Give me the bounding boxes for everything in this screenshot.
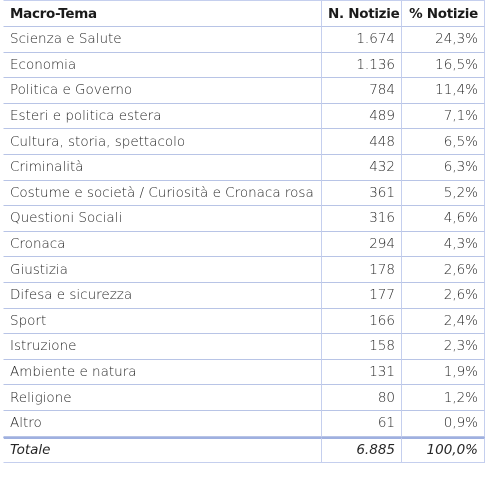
cell-pct-notizie: 6,3%	[401, 155, 485, 181]
cell-n-notizie: 432	[321, 155, 401, 181]
header-macro-tema: Macro-Tema	[3, 0, 321, 27]
table-row	[3, 385, 485, 411]
cell-n-notizie: 361	[321, 181, 401, 207]
header-n-notizie: N. Notizie	[321, 0, 401, 27]
header-pct-notizie: % Notizie	[401, 0, 485, 27]
cell-n-notizie: 1.136	[321, 53, 401, 79]
cell-n-notizie: 61	[321, 411, 401, 437]
total-row	[3, 437, 485, 463]
cell-pct-notizie: 2,4%	[401, 309, 485, 335]
table-row	[3, 334, 485, 360]
table-row	[3, 206, 485, 232]
cell-macro-tema: Istruzione	[3, 334, 321, 360]
cell-macro-tema: Costume e società / Curiosità e Cronaca rosa	[3, 181, 321, 207]
cell-pct-notizie: 4,6%	[401, 206, 485, 232]
table-row	[3, 257, 485, 283]
topics-table	[3, 0, 485, 463]
cell-macro-tema: Criminalità	[3, 155, 321, 181]
cell-macro-tema: Cultura, storia, spettacolo	[3, 129, 321, 155]
cell-pct-notizie: 5,2%	[401, 181, 485, 207]
table-row	[3, 78, 485, 104]
cell-n-notizie: 178	[321, 257, 401, 283]
cell-pct-notizie: 7,1%	[401, 104, 485, 130]
cell-pct-notizie: 2,3%	[401, 334, 485, 360]
table-row	[3, 53, 485, 79]
table-row	[3, 360, 485, 386]
total-pct-notizie: 100,0%	[401, 437, 485, 463]
cell-pct-notizie: 6,5%	[401, 129, 485, 155]
table-row	[3, 181, 485, 207]
table-row	[3, 283, 485, 309]
cell-n-notizie: 784	[321, 78, 401, 104]
cell-macro-tema: Questioni Sociali	[3, 206, 321, 232]
cell-n-notizie: 80	[321, 385, 401, 411]
cell-pct-notizie: 11,4%	[401, 78, 485, 104]
cell-macro-tema: Scienza e Salute	[3, 27, 321, 53]
table-row	[3, 129, 485, 155]
cell-n-notizie: 294	[321, 232, 401, 258]
cell-pct-notizie: 0,9%	[401, 411, 485, 437]
cell-n-notizie: 489	[321, 104, 401, 130]
total-label: Totale	[3, 437, 321, 463]
table-body	[3, 27, 485, 463]
cell-pct-notizie: 2,6%	[401, 257, 485, 283]
cell-pct-notizie: 1,9%	[401, 360, 485, 386]
cell-pct-notizie: 4,3%	[401, 232, 485, 258]
cell-n-notizie: 316	[321, 206, 401, 232]
cell-n-notizie: 448	[321, 129, 401, 155]
cell-n-notizie: 1.674	[321, 27, 401, 53]
table-row	[3, 27, 485, 53]
cell-n-notizie: 177	[321, 283, 401, 309]
table-row	[3, 232, 485, 258]
topics-table-container	[3, 0, 485, 463]
cell-pct-notizie: 2,6%	[401, 283, 485, 309]
table-row	[3, 155, 485, 181]
cell-pct-notizie: 24,3%	[401, 27, 485, 53]
total-n-notizie: 6.885	[321, 437, 401, 463]
cell-macro-tema: Ambiente e natura	[3, 360, 321, 386]
cell-macro-tema: Difesa e sicurezza	[3, 283, 321, 309]
cell-macro-tema: Politica e Governo	[3, 78, 321, 104]
table-row	[3, 104, 485, 130]
cell-n-notizie: 131	[321, 360, 401, 386]
cell-macro-tema: Esteri e politica estera	[3, 104, 321, 130]
cell-n-notizie: 158	[321, 334, 401, 360]
table-row	[3, 411, 485, 437]
cell-macro-tema: Cronaca	[3, 232, 321, 258]
cell-macro-tema: Religione	[3, 385, 321, 411]
cell-macro-tema: Altro	[3, 411, 321, 437]
cell-macro-tema: Giustizia	[3, 257, 321, 283]
cell-macro-tema: Economia	[3, 53, 321, 79]
cell-n-notizie: 166	[321, 309, 401, 335]
cell-pct-notizie: 1,2%	[401, 385, 485, 411]
cell-macro-tema: Sport	[3, 309, 321, 335]
header-row	[3, 0, 485, 27]
cell-pct-notizie: 16,5%	[401, 53, 485, 79]
table-row	[3, 309, 485, 335]
